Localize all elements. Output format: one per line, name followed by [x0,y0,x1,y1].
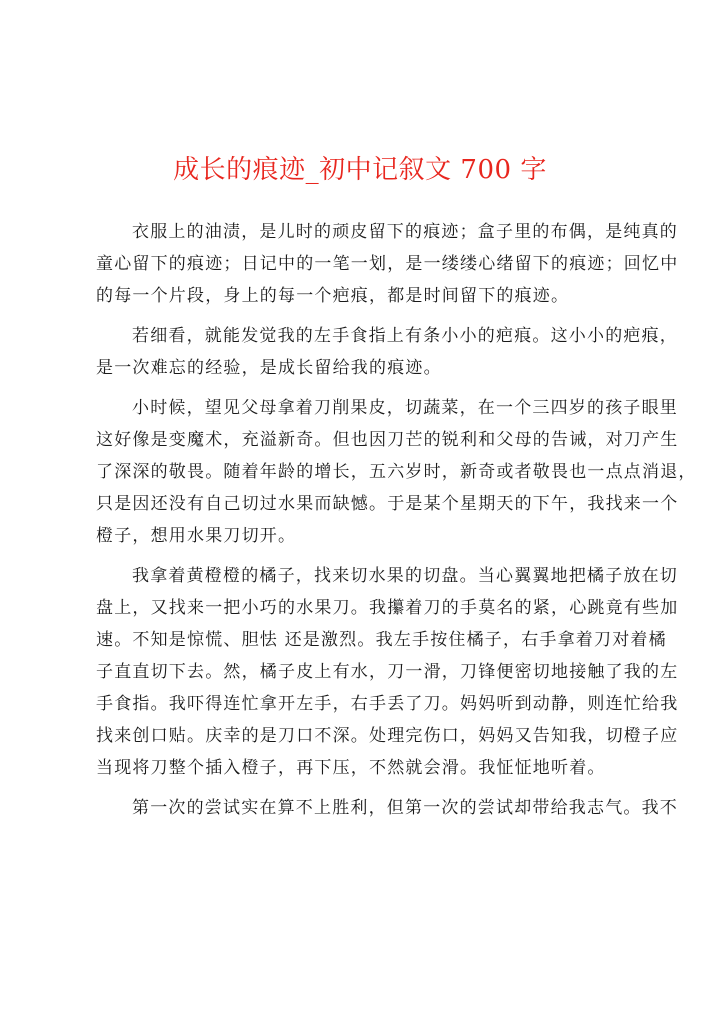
text-line: 若细看，就能发觉我的左手食指上有条小小的疤痕。这小小的疤痕， [132,326,678,346]
text-line: 童心留下的痕迹；日记中的一笔一划，是一缕缕心绪留下的痕迹；回忆中 [96,254,679,274]
paragraph-2 [96,320,678,384]
document-body [96,216,697,824]
paragraph-1 [96,216,679,312]
text-line: 子直直切下去。然，橘子皮上有水，刀一滑，刀锋便密切地接触了我的左 [96,662,679,682]
text-line: 小时候，望见父母拿着刀削果皮，切蔬菜，在一个三四岁的孩子眼里 [132,398,678,418]
paragraph-3 [96,392,697,552]
text-line: 盘上，又找来一把小巧的水果刀。我攥着刀的手莫名的紧，心跳竟有些加 [96,598,679,618]
text-line: 第一次的尝试实在算不上胜利，但第一次的尝试却带给我志气。我不 [132,798,678,818]
paragraph-5 [96,792,678,824]
text-line: 速。不知是惊慌、胆怯 还是激烈。我左手按住橘子，右手拿着刀对着橘 [96,630,667,650]
text-line: 了深深的敬畏。随着年龄的增长，五六岁时，新奇或者敬畏也一点点消退， [96,462,697,482]
text-line: 衣服上的油渍，是儿时的顽皮留下的痕迹；盒子里的布偶，是纯真的 [132,222,678,242]
paragraph-4 [96,560,679,784]
text-line: 找来创口贴。庆幸的是刀口不深。处理完伤口，妈妈又告知我，切橙子应 [96,726,679,746]
text-line: 只是因还没有自己切过水果而缺憾。于是某个星期天的下午，我找来一个 [96,494,679,514]
text-line: 橙子，想用水果刀切开。 [96,526,297,546]
text-line: 当现将刀整个插入橙子，再下压，不然就会滑。我怔怔地听着。 [96,758,606,778]
document-title: 成长的痕迹_初中记叙文 700 字 [173,155,547,185]
text-line: 的每一个片段，身上的每一个疤痕，都是时间留下的痕迹。 [96,286,570,306]
text-line: 我拿着黄橙橙的橘子，找来切水果的切盘。当心翼翼地把橘子放在切 [132,566,678,586]
text-line: 手食指。我吓得连忙拿开左手，右手丢了刀。妈妈听到动静，则连忙给我 [96,694,679,714]
text-line: 是一次难忘的经验，是成长留给我的痕迹。 [96,358,442,378]
text-line: 这好像是变魔术，充溢新奇。但也因刀芒的锐利和父母的告诫，对刀产生 [96,430,679,450]
